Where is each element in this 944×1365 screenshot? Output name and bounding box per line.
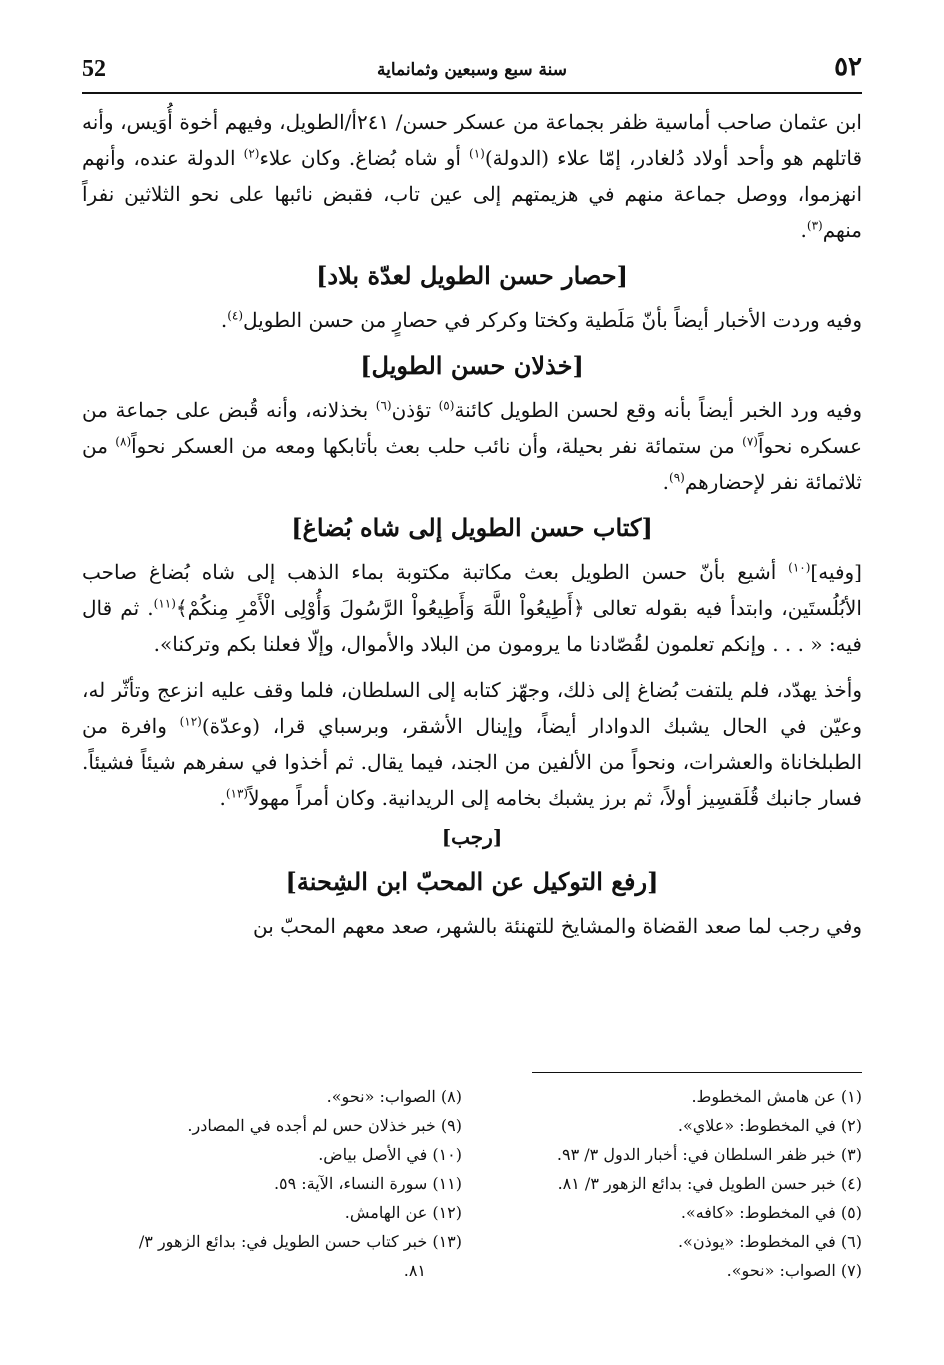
footnote: (٥) في المخطوط: «كافه». xyxy=(680,1203,862,1222)
paragraph-1: ابن عثمان صاحب أماسية ظفر بجماعة من عسكر حسن/ ٢٤١أ/الطويل، وفيهم أخوة أُوَيس، وأنه قاتلهم هو وأحد أولاد دُلغادر، إمّا علاء (الدولة)$^{(١)}$ أو شاه بُضاغ. وكان علاء$^{(٢)}$ الدولة عنده، وأنهم انهزموا، ووصل جماعة منهم في هزيمتهم إلى عين تاب، فقبض نائبها على نحو الثلاثين نفراً منهم$^{(٣)}$. xyxy=(82,110,863,242)
footnote: (٨) الصواب: «نحو». xyxy=(326,1087,462,1106)
footnote: (٧) الصواب: «نحو». xyxy=(726,1261,862,1280)
footnote: (١٢) عن الهامش. xyxy=(344,1203,462,1222)
footnote: (١٣) خبر كتاب حسن الطويل في: بدائع الزهور ٣/ xyxy=(138,1232,462,1251)
month-heading-rajab: [رجب] xyxy=(441,825,503,849)
footnote: (١١) سورة النساء، الآية: ٥٩. xyxy=(273,1174,462,1193)
footnote: (١) عن هامش المخطوط. xyxy=(691,1087,862,1106)
footnote: (٢) في المخطوط: «علاي». xyxy=(677,1116,862,1135)
page-number-arabic: ٥٢ xyxy=(834,52,862,82)
footnote: (٣) خبر ظفر السلطان في: أخبار الدول ٣/ ٩٣. xyxy=(556,1145,862,1164)
main-text xyxy=(82,104,862,944)
section-heading-defeat: [خذلان حسن الطويل] xyxy=(360,351,584,380)
paragraph-2: وفيه وردت الأخبار أيضاً بأنّ مَلَطية وكختا وكركر في حصارٍ من حسن الطويل$^{(٤)}$. xyxy=(220,308,862,332)
footnote: (٤) خبر حسن الطويل في: بدائع الزهور ٣/ ٨١. xyxy=(557,1174,862,1193)
footnotes-right-column xyxy=(482,1082,862,1285)
page-header xyxy=(82,52,862,88)
footnote-rule xyxy=(532,1072,862,1073)
section-heading-siege: [حصار حسن الطويل لعدّة بلاد] xyxy=(316,261,628,290)
paragraph-3: وفيه ورد الخبر أيضاً بأنه وقع لحسن الطويل كائنة$^{(٥)}$ تؤذن$^{(٦)}$ بخذلانه، وأنه قُبض على جماعة من عسكره نحواً$^{(٧)}$ من ستمائة نفر بحيلة، وأن نائب حلب بعث بأتابكها ومعه من العسكر نحواً$^{(٨)}$ من ثلاثمائة نفر لإحضارهم$^{(٩)}$. xyxy=(82,398,863,494)
paragraph-4: [وفيه]$^{(١٠)}$ أشيع بأنّ حسن الطويل بعث مكاتبة مكتوبة بماء الذهب إلى شاه بُضاغ صاحب الأبُلُستَين، وابتدأ فيه بقوله تعالى ﴿أَطِيعُواْ اللَّهَ وَأَطِيعُواْ الرَّسُولَ وَأُوْلِى الْأَمْرِ مِنكُمْ﴾$^{(١١)}$. ثم قال فيه: « . . . وإنكم تعلمون لقُصّادنا ما يرومون من البلاد والأموال، وإلّا فعلنا بكم وتركنا». xyxy=(82,560,862,656)
running-title: سنة سبع وسبعين وثمانماية xyxy=(376,60,568,80)
section-heading-letter: [كتاب حسن الطويل إلى شاه بُضاغ] xyxy=(291,513,653,542)
paragraph-6: وفي رجب لما صعد القضاة والمشايخ للتهنئة بالشهر، صعد معهم المحبّ بن xyxy=(253,914,862,938)
footnote: (١٠) في الأصل بياض. xyxy=(318,1145,462,1164)
footnote: (٦) في المخطوط: «يوذن». xyxy=(677,1232,862,1251)
paragraph-5: وأخذ يهدّد، فلم يلتفت بُضاغ إلى ذلك، وجهّز كتابه إلى السلطان، فلما وقف عليه انزعج وتأثّر له، وعيّن في الحال يشبك الدوادار أيضاً، وإينال الأشقر، وبرسباي قرا، (وعدّة)$^{(١٢)}$ وافرة من الطبلخاناة والعشرات، ونحواً من الألفين من الجند، فيما يقال. ثم أخذوا في سفرهم شيئاً فشيئاً. فسار جانبك قُلَقسِيز أولاً، ثم برز يشبك بخامه إلى الريدانية. وكان أمراً مهولاً$^{(١٣)}$. xyxy=(82,678,862,810)
footnote-continuation: ٨١. xyxy=(403,1261,426,1280)
header-rule xyxy=(82,92,862,94)
section-heading-release: [رفع التوكيل عن المحبّ ابن الشِحنة] xyxy=(285,867,659,896)
page-number-latin: 52 xyxy=(82,56,106,82)
footnote: (٩) خبر خذلان حس لم أجده في المصادر. xyxy=(187,1116,462,1135)
footnotes xyxy=(82,1082,862,1285)
footnotes-left-column xyxy=(82,1082,462,1285)
